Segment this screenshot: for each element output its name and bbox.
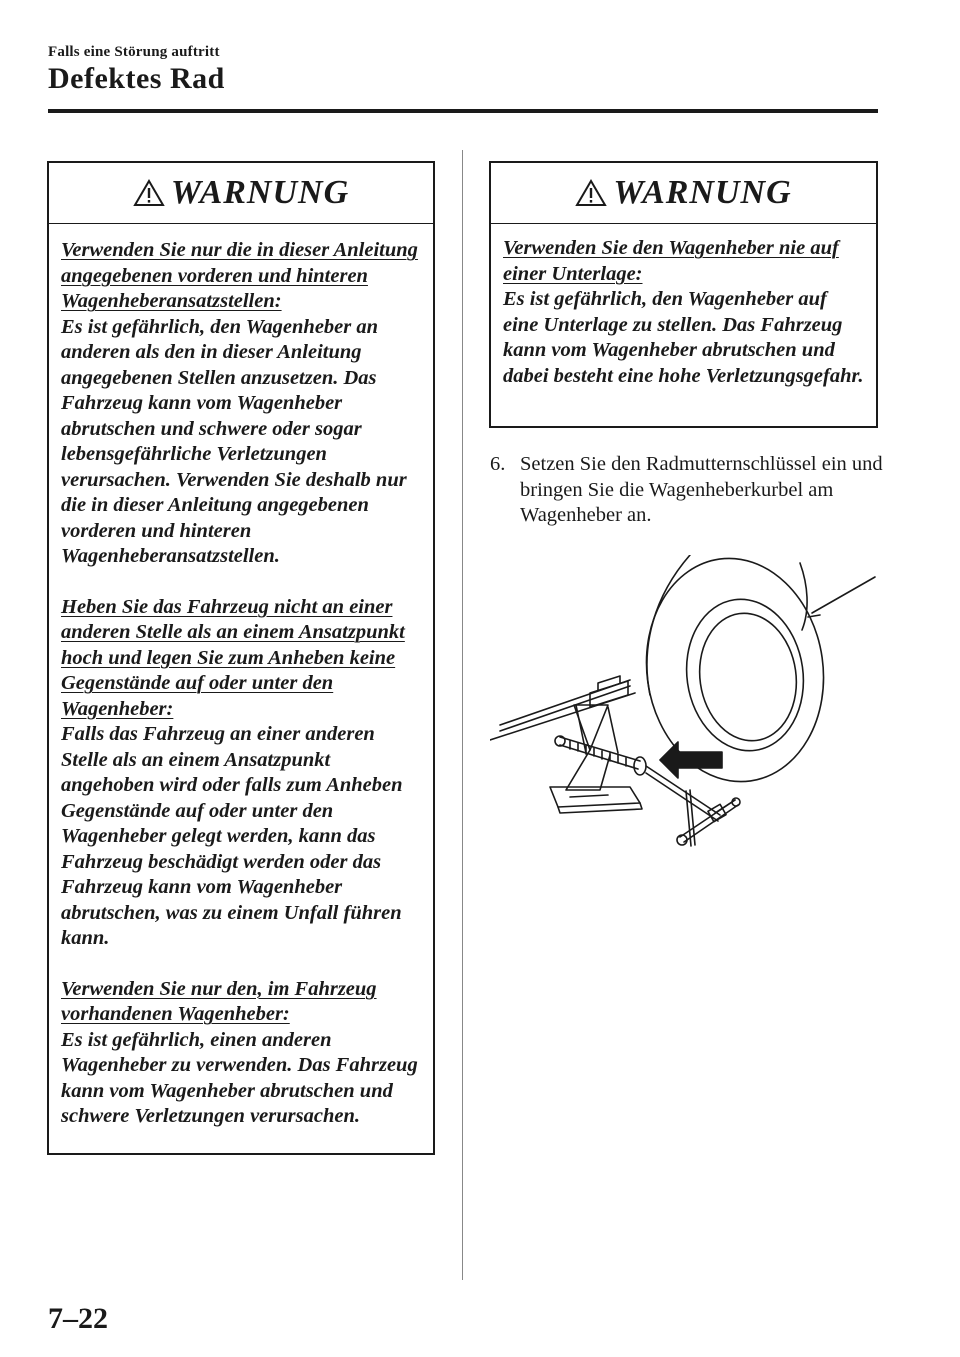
- warning-heading: Verwenden Sie nur die in dieser Anleitung angegebenen vorderen und hinteren Wagenheberansatzstellen:: [61, 239, 418, 312]
- warning-box-left: [47, 161, 435, 1155]
- section-label: Falls eine Störung auftritt: [48, 44, 220, 60]
- warning-triangle-icon: [575, 179, 607, 207]
- warning-heading: Verwenden Sie nur den, im Fahrzeug vorhandenen Wagenheber:: [61, 977, 377, 1025]
- column-divider: [462, 150, 463, 1280]
- warning-text: Es ist gefährlich, den Wagenheber auf eine Unterlage zu stellen. Das Fahrzeug kann vom Wagenheber abrutschen und dabei besteht eine hohe Verletzungsgefahr.: [503, 288, 864, 387]
- warning-header: [491, 163, 876, 224]
- warning-header: [49, 163, 433, 224]
- page-title: Defektes Rad: [48, 62, 225, 95]
- warning-title: WARNUNG: [170, 174, 350, 211]
- warning-heading: Verwenden Sie den Wagenheber nie auf einer Unterlage:: [503, 237, 839, 285]
- warning-heading: Heben Sie das Fahrzeug nicht an einer anderen Stelle als an einem Ansatzpunkt hoch und legen Sie zum Anheben keine Gegenstände auf oder unter den Wagenheber:: [61, 595, 405, 720]
- warning-box-right: [489, 161, 878, 428]
- page-number: 7–22: [48, 1302, 108, 1335]
- title-rule: [48, 109, 878, 113]
- warning-text: Es ist gefährlich, einen anderen Wagenheber zu verwenden. Das Fahrzeug kann vom Wagenheber abrutschen und schwere Verletzungen verursachen.: [61, 1028, 418, 1127]
- warning-text: Es ist gefährlich, den Wagenheber an anderen als den in dieser Anleitung angegebenen Stellen anzusetzen. Das Fahrzeug kann vom Wagenheber abrutschen und schwere oder sogar lebensgefährliche Verletzungen verursachen. Verwenden Sie deshalb nur die in dieser Anleitung angegebenen vorderen und hinteren Wagenheberansatzstellen.: [61, 315, 407, 567]
- warning-body: [491, 224, 876, 389]
- instruction-step: [490, 452, 890, 529]
- step-text: Setzen Sie den Radmutternschlüssel ein und bringen Sie die Wagenheberkurbel am Wagenheber an.: [520, 453, 883, 526]
- warning-body: [49, 224, 433, 1130]
- warning-title: WARNUNG: [613, 174, 792, 211]
- step-number: 6.: [490, 453, 506, 475]
- warning-triangle-icon: [133, 179, 165, 207]
- warning-text: Falls das Fahrzeug an einer anderen Stelle als an einem Ansatzpunkt angehoben wird oder falls zum Anheben Gegenstände auf oder unter den Wagenheber gelegt werden, kann das Fahrzeug beschädigt werden oder das Fahrzeug kann vom Wagenheber abrutschen, was zu einem Unfall führen kann.: [61, 723, 403, 949]
- jack-and-wrench-illustration: [490, 555, 880, 855]
